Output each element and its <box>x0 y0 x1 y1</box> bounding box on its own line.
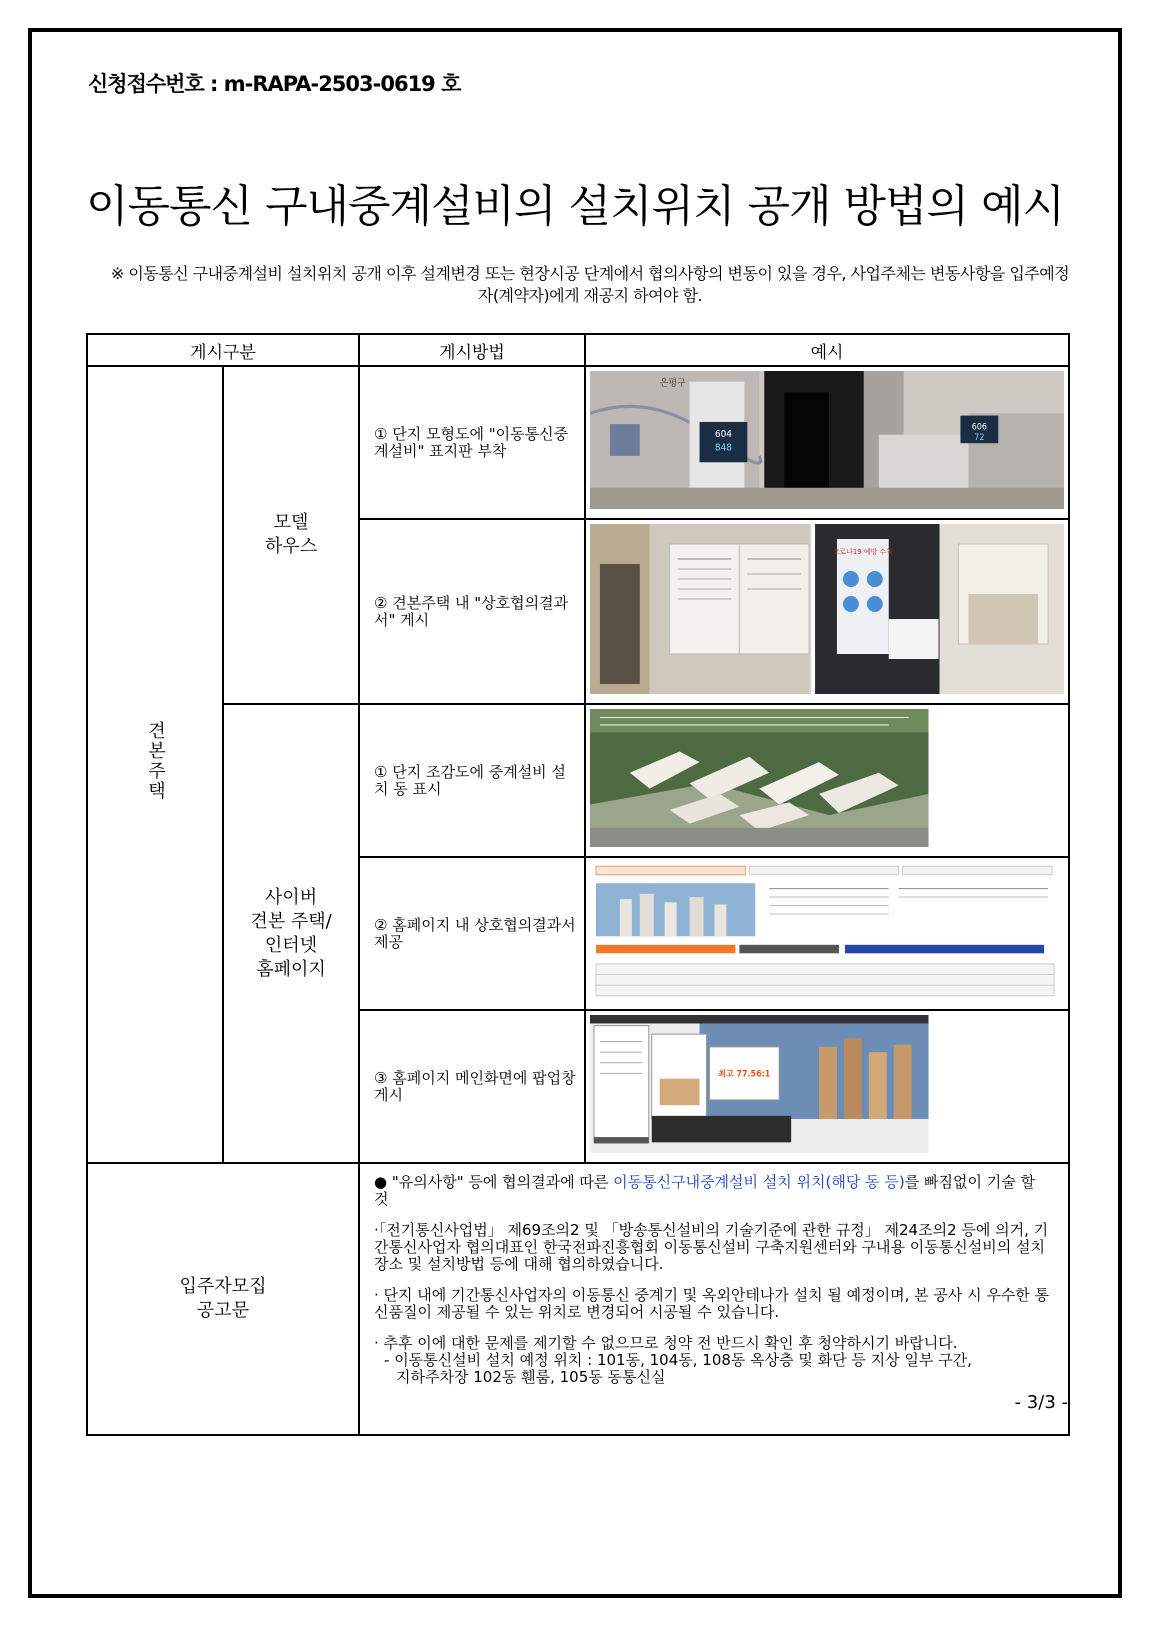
svg-text:최고 77.56:1: 최고 77.56:1 <box>718 1068 771 1079</box>
homepage-consultation-screenshot <box>590 862 1064 1000</box>
category-model-house <box>223 366 359 704</box>
header-example: 예시 <box>585 334 1069 366</box>
category-cyber <box>223 704 359 1163</box>
category-model-house-main <box>87 366 223 1163</box>
notice-text: 를 빠짐없이 기술 할 것 <box>374 1173 1035 1208</box>
category-main-label: 견본주택 <box>145 721 166 801</box>
example-cell <box>585 704 1069 857</box>
page-title: 이동통신 구내중계설비의 설치위치 공개 방법의 예시 <box>85 181 1065 232</box>
method-cell: ② 견본주택 내 "상호협의결과서" 게시 <box>359 519 585 704</box>
homepage-popup-screenshot <box>590 1015 1064 1153</box>
example-cell <box>585 366 1069 519</box>
notice-text: ● "유의사항" 등에 협의결과에 따른 <box>374 1173 614 1191</box>
example-cell <box>585 857 1069 1010</box>
example-cell <box>585 1010 1069 1163</box>
model-complex-photo <box>590 371 1064 509</box>
notice-subline: 지하주차장 102동 휀룸, 105동 동통신실 <box>396 1368 666 1386</box>
table-row <box>87 704 1069 857</box>
model-label-line: 모델 <box>273 512 309 533</box>
notice-paragraph: ·「전기통신사업법」 제69조의2 및 「방송통신설비의 기술기준에 관한 규정」 제24조의2 등에 의거, 기간통신사업자 협의대표인 한국전파진흥협회 이동통신설비 구축지원센터와 구내용 이동통신설비의 설치장소 및 설치방법 등에 대해 협의하였습니다. <box>374 1221 1049 1273</box>
method-cell: ① 단지 조감도에 중계설비 설치 동 표시 <box>359 704 585 857</box>
notice-paragraph: · 단지 내에 기간통신사업자의 이동통신 중계기 및 옥외안테나가 설치 될 예정이며, 본 공사 시 우수한 통신품질이 제공될 수 있는 위치로 변경되어 시공될 수 있습니다. <box>374 1286 1050 1321</box>
notice-highlight: 이동통신구내중계설비 설치 위치(해당 동 등) <box>613 1173 905 1191</box>
cyber-label-line: 인터넷 <box>264 934 318 956</box>
notice-label-line: 입주자모집 <box>179 1276 267 1297</box>
svg-text:848: 848 <box>714 442 732 454</box>
cyber-label-line: 홈페이지 <box>256 958 326 980</box>
cyber-label-line: 견본 주택/ <box>250 910 332 932</box>
page-number: - 3/3 - <box>1014 1392 1068 1413</box>
notice-note: ※ 이동통신 구내중계설비 설치위치 공개 이후 설계변경 또는 현장시공 단계에서 협의사항의 변동이 있을 경우, 사업주체는 변동사항을 입주예정자(계약자)에게 재공지 하여야 함. <box>110 264 1070 305</box>
table-row <box>87 366 1069 519</box>
svg-text:코로나19 예방 수칙: 코로나19 예방 수칙 <box>832 547 894 557</box>
svg-text:72: 72 <box>974 431 985 443</box>
consultation-doc-photo <box>590 524 1064 694</box>
model-label-line: 하우스 <box>264 536 318 557</box>
category-notice <box>87 1163 359 1435</box>
receipt-number: 신청접수번호 : m-RAPA-2503-0619 호 <box>88 72 461 96</box>
aerial-rendering-image <box>590 709 1064 847</box>
svg-text:604: 604 <box>714 428 732 440</box>
svg-text:606: 606 <box>971 421 987 432</box>
notice-paragraph: · 추후 이에 대한 문제를 제기할 수 없으므로 청약 전 반드시 확인 후 청약하시기 바랍니다. <box>374 1334 958 1352</box>
cyber-label-line: 사이버 <box>264 886 318 908</box>
notice-content <box>359 1163 1069 1435</box>
table-row <box>87 1163 1069 1435</box>
method-cell: ② 홈페이지 내 상호협의결과서 제공 <box>359 857 585 1010</box>
method-cell: ① 단지 모형도에 "이동통신중계설비" 표지판 부착 <box>359 366 585 519</box>
example-cell <box>585 519 1069 704</box>
notice-paragraph <box>374 1174 1054 1208</box>
table-header-row <box>87 334 1069 366</box>
disclosure-table <box>86 333 1070 1436</box>
svg-text:은평구: 은평구 <box>659 377 686 389</box>
header-method: 게시방법 <box>359 334 585 366</box>
method-cell: ③ 홈페이지 메인화면에 팝업창 게시 <box>359 1010 585 1163</box>
notice-subline: - 이동통신설비 설치 예정 위치 : 101동, 104동, 108동 옥상층 및 화단 등 지상 일부 구간, <box>384 1351 972 1369</box>
notice-label-line: 공고문 <box>196 1300 250 1321</box>
header-category: 게시구분 <box>87 334 359 366</box>
